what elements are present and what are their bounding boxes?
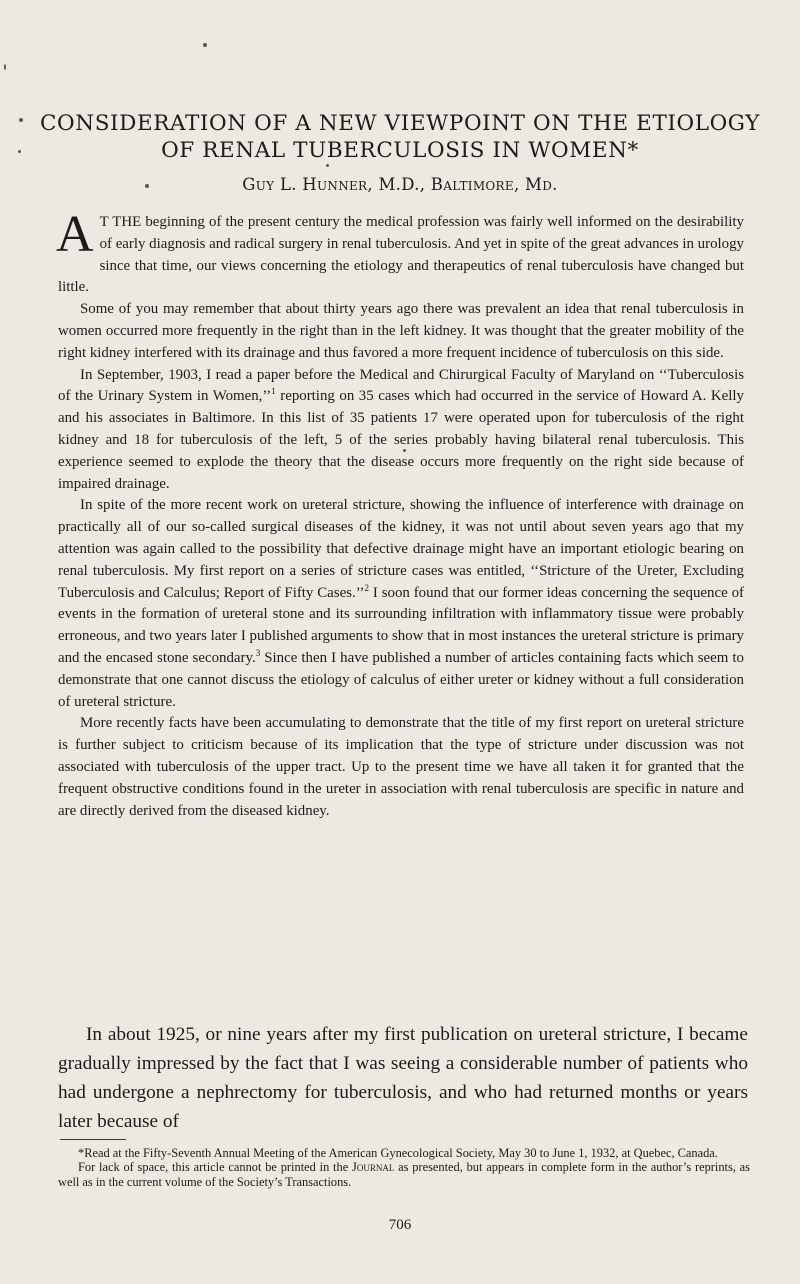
paragraph-4-text-a: In spite of the more recent work on ureteral stricture, showing the influence of interference with drainage on practically all of our so-called surgical diseases of the kidney, it was not until about seven years ago that my attention was again called to the possibility that defective drainage might have an important etiologic bearing on renal tuberculosis. My first report on a series of stricture cases was entitled, ‘‘Stricture of the Ureter, Excluding Tuberculosis and Calculus; Report of Fifty Cases.’’: [58, 497, 744, 601]
article-body: [56, 206, 744, 822]
paragraph-3-text-a: In September, 1903, I read a paper before the Medical and Chirurgical Faculty of Maryland on ‘‘Tuberculosis of the Urinary System in Women,’’: [58, 366, 744, 405]
footnotes: [58, 1146, 750, 1189]
paragraph-4-text-c: Since then I have published a number of articles containing facts which seem to demonstrate that one cannot discuss the etiology of calculus of either ureter or kidney without a full consideration of ureteral stricture.: [58, 649, 744, 710]
footnote-1: *Read at the Fifty-Seventh Annual Meeting of the American Gynecological Society, May 30 to June 1, 1932, at Quebec, Canada.: [78, 1146, 718, 1160]
paragraph-2: Some of you may remember that about thirty years ago there was prevalent an idea that renal tuberculosis in women occurred more frequently in the right than in the left kidney. It was thought that the greater mobility of the right kidney interfered with its drainage and thus favored a more frequent incidence of tuberculosis on this side.: [58, 301, 744, 361]
journal-name: Journal: [352, 1160, 395, 1175]
paragraph-3: [58, 365, 744, 496]
reference-marker: 2: [364, 582, 370, 593]
paragraph-1: [56, 206, 744, 299]
title-line-2: OF RENAL TUBERCULOSIS IN WOMEN*: [161, 138, 639, 163]
page-number: 706: [388, 1217, 412, 1233]
drop-cap: A: [56, 206, 94, 263]
title-line-1: CONSIDERATION OF A NEW VIEWPOINT ON THE ETIOLOGY: [40, 111, 760, 136]
paragraph-4-text-b: I soon found that our former ideas concerning the sequence of events in the formation of ureteral stone and its surrounding infiltration with inflammatory tissue were probably erroneous, and two years later I published arguments to show that in most instances the ureteral stricture is primary and the encased stone secondary.: [58, 584, 744, 666]
footnote-2-text-b: as presented, but appears in complete form in the author’s reprints, as well as in the current volume of the Society’s Transactions.: [58, 1160, 751, 1189]
article-title: [40, 110, 760, 164]
paragraph-5: More recently facts have been accumulating to demonstrate that the title of my first report on ureteral stricture is further subject to criticism because of its implication that the type of stricture under discussion was not associated with tuberculosis of the upper tract. Up to the present time we have all taken it for granted that the frequent obstructive conditions found in the ureter in association with renal tuberculosis are specific in nature and are directly derived from the diseased kidney.: [58, 715, 744, 819]
footnote-rule: [60, 1139, 126, 1140]
footnote-2-text-a: For lack of space, this article cannot be printed in the: [78, 1160, 352, 1175]
author-byline: [40, 175, 760, 194]
paragraph-6-large: In about 1925, or nine years after my first publication on ureteral stricture, I became gradually impressed by the fact that I was seeing a considerable number of patients who had undergone a nephrectomy for tuberculosis, and who had returned months or years later because of: [58, 1024, 748, 1132]
reference-marker: 3: [255, 647, 261, 658]
reference-marker: 1: [271, 386, 276, 397]
paragraph-4: [58, 495, 744, 713]
paragraph-3-text-b: reporting on 35 cases which had occurred in the service of Howard A. Kelly and his associates in Baltimore. In this list of 35 patients 17 were operated upon for tuberculosis of the right kidney and 18 for tuberculosis of the left, 5 of the series probably having bilateral renal tuberculosis. This experience seemed to explode the theory that the disease occurs more frequently on the right side because of impaired drainage.: [58, 388, 744, 492]
author-city: Baltimore, Md.: [430, 175, 558, 194]
author-name: Guy L. Hunner, M.D.,: [242, 175, 426, 194]
paragraph-1-text: T THE beginning of the present century the medical profession was fairly well informed on the desirability of early diagnosis and radical surgery in renal tuberculosis. And yet in spite of the great advances in urology since that time, our views concerning the etiology and therapeutics of renal tuberculosis have changed but little.: [58, 214, 744, 296]
footnote-2: [58, 1160, 750, 1189]
